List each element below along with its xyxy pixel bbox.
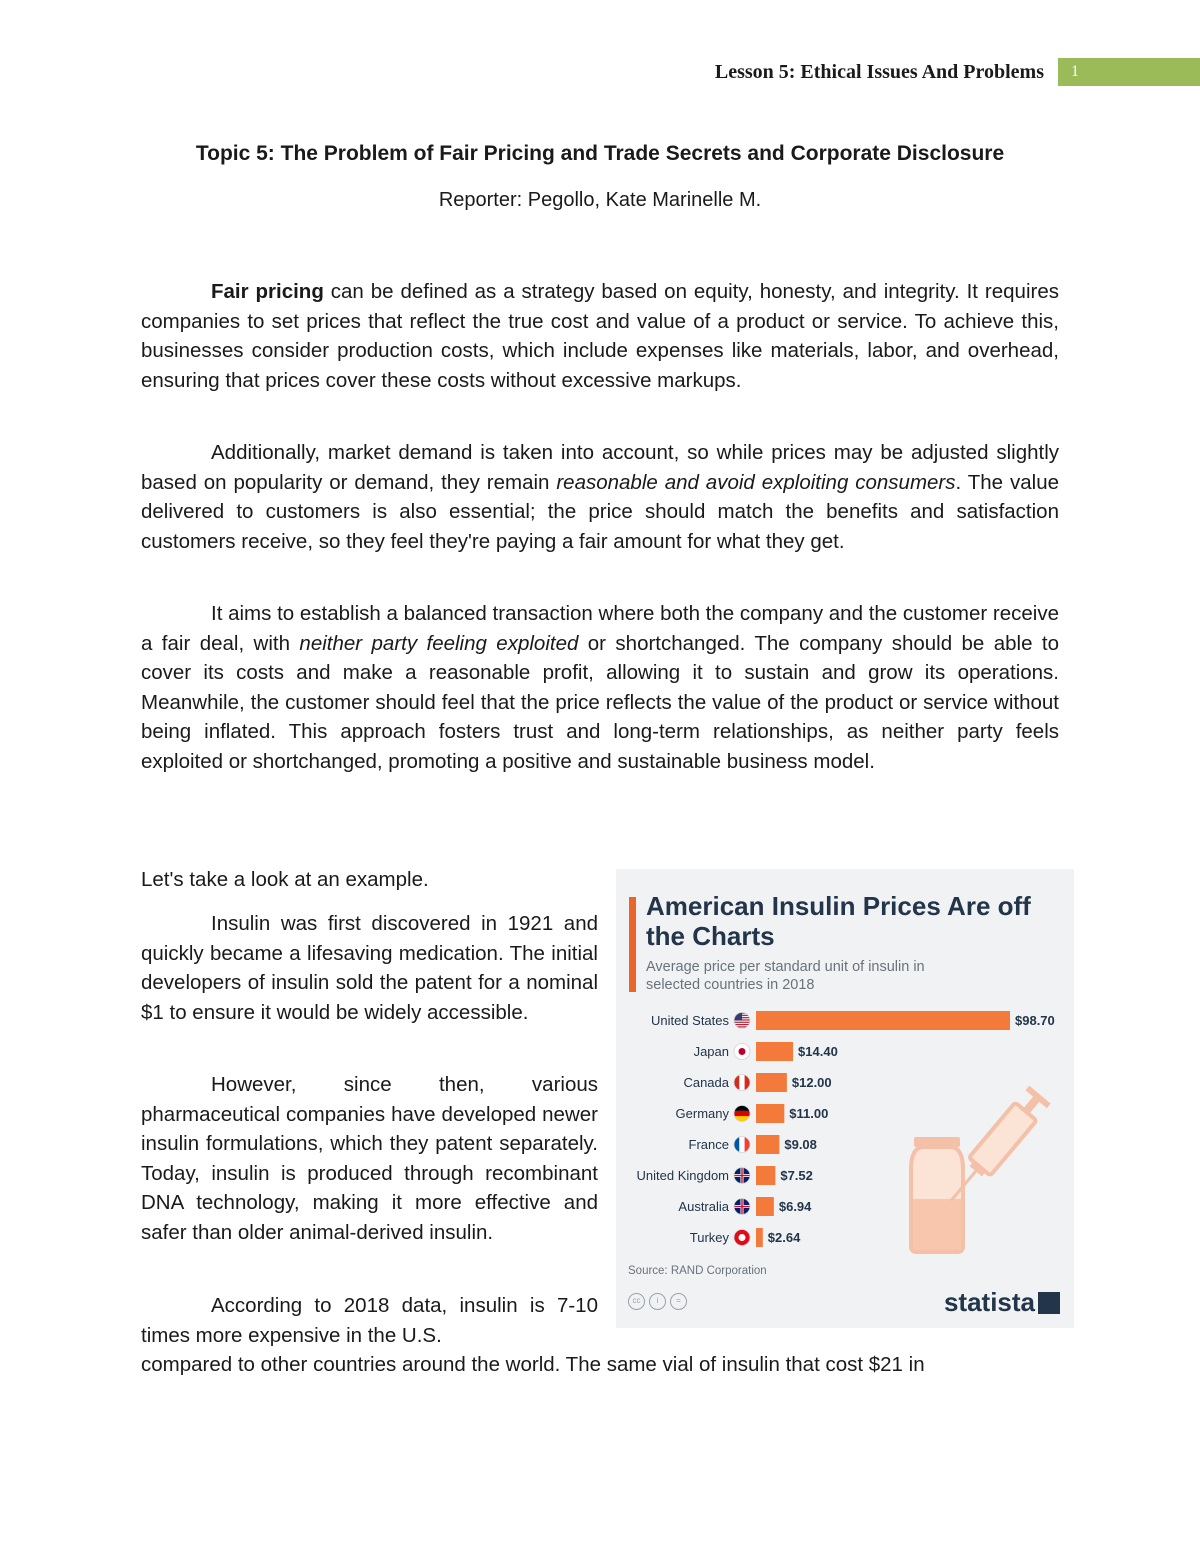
paragraph-text: . The value delivered to customers is also essential; the price should match the benefits and satisfaction customers receive, so they feel they're paying a fair amount for what they get. <box>141 470 1059 553</box>
germany-flag-icon <box>734 1106 750 1122</box>
category-label: Australia <box>678 1199 729 1214</box>
statista-mark-icon <box>1038 1292 1060 1314</box>
chart-subtitle: Average price per standard unit of insulin in selected countries in 2018 <box>646 959 925 993</box>
italic-phrase: reasonable and avoid exploiting consumers <box>556 470 956 494</box>
insulin-vial-syringe-icon <box>911 1086 1051 1252</box>
bar <box>756 1228 763 1247</box>
bar <box>756 1104 784 1123</box>
paragraph-balanced-transaction <box>141 599 1059 776</box>
bar <box>756 1197 774 1216</box>
canada-flag-icon <box>734 1075 750 1091</box>
paragraph-insulin-formulations <box>141 1070 598 1247</box>
value-label: $6.94 <box>778 1199 812 1214</box>
paragraph-insulin-2018 <box>141 1291 598 1350</box>
france-flag-icon <box>734 1137 750 1153</box>
paragraph-text: or shortchanged. The company should be able to cover its costs and make a reasonable profit, allowing it to sustain and grow its operations. Meanwhile, the customer should feel that the price reflects the value of the product or service without being inflated. This approach fosters trust and long-term relationships, as neither party feels exploited or shortchanged, promoting a positive and sustainable business model. <box>141 631 1059 773</box>
paragraph-text: However, since then, various pharmaceutical companies have developed newer insulin formulations, which they patent separately. Today, insulin is produced through recombinant DNA technology, making it more effective and safer than older animal-derived insulin. <box>141 1073 598 1244</box>
topic-title: Topic 5: The Problem of Fair Pricing and Trade Secrets and Corporate Disclosure <box>195 142 1005 165</box>
insulin-price-chart <box>616 869 1074 1328</box>
brand-name: statista <box>943 1287 1035 1317</box>
japan-flag-icon <box>734 1044 750 1060</box>
turkey-flag-icon <box>734 1230 750 1246</box>
bar <box>756 1135 779 1154</box>
paragraph-text: Insulin was first discovered in 1921 and quickly became a lifesaving medication. The initial developers of insulin sold the patent for a nominal $1 to ensure it would be widely accessible. <box>141 912 598 1024</box>
paragraph-continuation: compared to other countries around the world. The same vial of insulin that cost $21 in <box>141 1353 925 1376</box>
chart-source: Source: RAND Corporation <box>628 1265 767 1277</box>
license-icons <box>628 1293 687 1310</box>
creative-commons-icon: cc <box>628 1293 645 1310</box>
reporter-line: Reporter: Pegollo, Kate Marinelle M. <box>438 189 762 211</box>
bar <box>756 1073 787 1092</box>
paragraph-text: According to 2018 data, insulin is 7-10 times more expensive in the U.S. <box>141 1294 598 1347</box>
bold-term: Fair pricing <box>211 280 324 303</box>
statista-logo <box>944 1287 1060 1318</box>
value-label: $9.08 <box>784 1137 817 1152</box>
category-label: Germany <box>675 1106 729 1121</box>
paragraph-text: Additionally, market demand is taken into account, so while prices may be adjusted slightly based on popularity or demand, they remain <box>141 441 1059 494</box>
paragraph-market-demand <box>141 438 1059 556</box>
category-label: Turkey <box>689 1230 729 1245</box>
italic-phrase: neither party feeling exploited <box>299 631 579 655</box>
category-label: United Kingdom <box>636 1168 729 1183</box>
paragraph-fair-pricing <box>141 277 1059 395</box>
uk-flag-icon <box>734 1168 750 1184</box>
paragraph-insulin-discovery <box>141 909 598 1027</box>
category-label: Canada <box>683 1075 729 1090</box>
page-header <box>715 58 1200 86</box>
value-label: $7.52 <box>780 1168 813 1183</box>
attribution-icon: i <box>649 1293 666 1310</box>
example-intro: Let's take a look at an example. <box>141 868 429 891</box>
value-label: $2.64 <box>767 1230 801 1245</box>
header-title: Lesson 5: Ethical Issues And Problems <box>714 60 1044 83</box>
paragraph-text: It aims to establish a balanced transaction where both the company and the customer receive a fair deal, with <box>141 602 1059 655</box>
bar-chart <box>616 869 1074 1328</box>
value-label: $98.70 <box>1015 1013 1055 1028</box>
value-label: $12.00 <box>791 1075 832 1090</box>
bar <box>756 1166 775 1185</box>
us-flag-icon <box>734 1013 750 1029</box>
category-label: France <box>688 1137 729 1152</box>
bar <box>756 1042 793 1061</box>
value-label: $14.40 <box>798 1044 838 1059</box>
no-derivatives-icon: = <box>670 1293 687 1310</box>
page-number: 1 <box>1059 58 1200 86</box>
value-label: $11.00 <box>789 1106 829 1121</box>
chart-title: American Insulin Prices Are off the Charts <box>646 891 1031 951</box>
category-label: Japan <box>693 1044 729 1059</box>
category-label: United States <box>650 1013 729 1028</box>
bar <box>756 1011 1010 1030</box>
australia-flag-icon <box>734 1199 750 1215</box>
paragraph-text: can be defined as a strategy based on equity, honesty, and integrity. It requires companies to set prices that reflect the true cost and value of a product or service. To achieve this, businesses consider production costs, which include expenses like materials, labor, and overhead, ensuring that prices cover these costs without excessive markups. <box>141 280 1059 392</box>
